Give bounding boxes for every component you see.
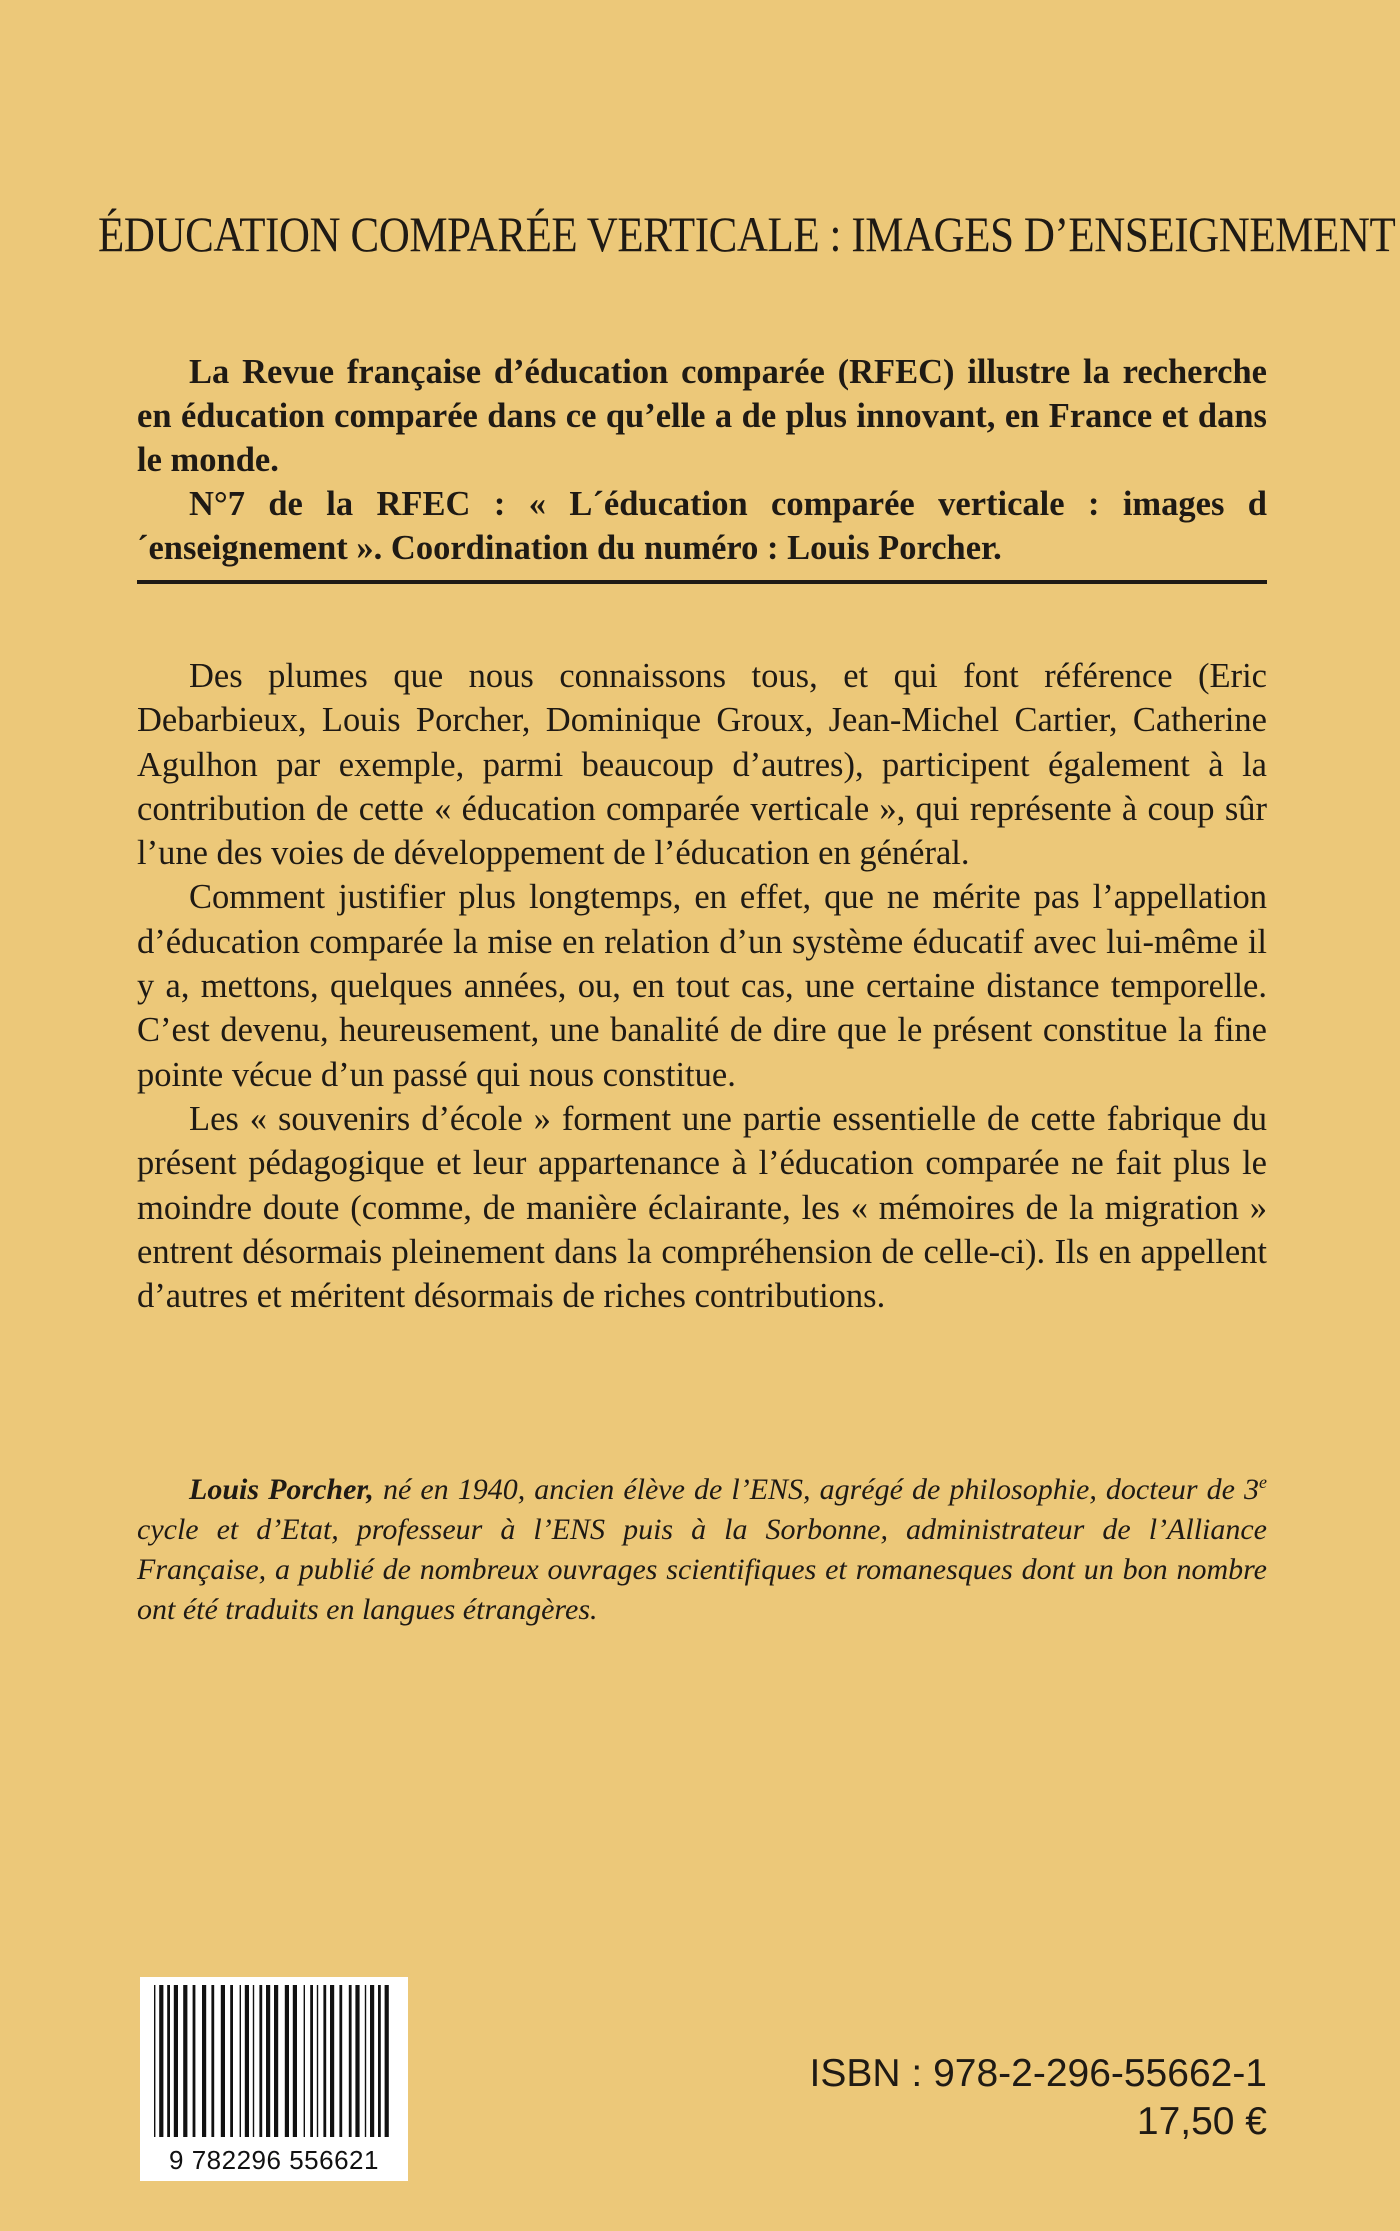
barcode-bar bbox=[274, 1985, 278, 2137]
barcode-bar bbox=[293, 1985, 297, 2137]
barcode-bar bbox=[378, 1985, 381, 2137]
description-paragraph-2: Comment justifier plus longtemps, en effet, que ne mérite pas l’appellation d’éducation comparée la mise en relation d’un système éducatif avec lui-même il y a, mettons, quelques années, ou, en tout cas, une certaine distance temporelle. C’est devenu, heureusement, une banalité de dire que le présent constitue la fine pointe vécue d’un passé qui nous constitue. bbox=[137, 878, 1267, 1094]
description-paragraph-1: Des plumes que nous connaissons tous, et qui font référence (Eric Debarbieux, Louis Porcher, Dominique Groux, Jean-Michel Cartier, Catherine Agulhon par exemple, parmi beaucoup d’autres), participent également à la contribution de cette « éducation comparée verticale », qui représente à coup sûr l’une des voies de développement de l’éducation en général. bbox=[137, 657, 1267, 873]
barcode-bar bbox=[349, 1985, 352, 2137]
barcode-bar bbox=[330, 1985, 334, 2137]
barcode-bar bbox=[221, 1985, 225, 2137]
intro-paragraph-2: N°7 de la RFEC : « L´éducation comparée verticale : images d´enseignement ». Coordination du numéro : Louis Porcher. bbox=[137, 485, 1267, 567]
barcode-digits: 9 782296 556621 bbox=[169, 2145, 379, 2175]
description-block bbox=[137, 654, 1267, 1318]
barcode-bar bbox=[266, 1985, 270, 2137]
barcode-bars bbox=[140, 1977, 408, 2147]
barcode-bar bbox=[355, 1985, 359, 2137]
author-bio-paragraph bbox=[137, 1470, 1267, 1630]
barcode-bar bbox=[174, 1985, 178, 2137]
barcode-bar bbox=[259, 1985, 262, 2137]
intro-paragraph-1: La Revue française d’éducation comparée (RFEC) illustre la recherche en éducation comparée dans ce qu’elle a de plus innovant, en France et dans le monde. bbox=[137, 353, 1267, 479]
barcode-bar bbox=[202, 1985, 206, 2137]
barcode-bar bbox=[230, 1985, 233, 2137]
barcode-bar bbox=[365, 1985, 366, 2137]
author-bio bbox=[137, 1470, 1267, 1630]
barcode-bar bbox=[310, 1985, 313, 2137]
barcode-bar bbox=[183, 1985, 187, 2137]
barcode-bar bbox=[193, 1985, 196, 2137]
barcode bbox=[140, 1977, 408, 2181]
barcode-bar bbox=[167, 1985, 170, 2137]
author-bio-text-a: né en 1940, ancien élève de l’ENS, agrégé de philosophie, docteur de 3 bbox=[373, 1473, 1259, 1506]
barcode-bar bbox=[154, 1985, 155, 2137]
barcode-bar bbox=[370, 1985, 374, 2137]
description-paragraph-3: Les « souvenirs d’école » forment une partie essentielle de cette fabrique du présent pédagogique et leur appartenance à l’éducation comparée ne fait plus le moindre doute (comme, de manière éclairante, les « mémoires de la migration » entrent désormais pleinement dans la compréhension de celle-ci). Ils en appellent d’autres et méritent désormais de riches contributions. bbox=[137, 1099, 1267, 1316]
barcode-bar bbox=[285, 1985, 289, 2137]
barcode-bar bbox=[253, 1985, 254, 2137]
author-bio-superscript: e bbox=[1259, 1472, 1267, 1492]
barcode-bar bbox=[159, 1985, 163, 2137]
author-name: Louis Porcher, bbox=[189, 1473, 374, 1506]
barcode-bar bbox=[323, 1985, 326, 2137]
barcode-bar bbox=[339, 1985, 342, 2137]
price-label: 17,50 € bbox=[1136, 2100, 1267, 2143]
barcode-bar bbox=[245, 1985, 249, 2137]
barcode-bar bbox=[385, 1985, 389, 2137]
intro-block bbox=[137, 350, 1267, 570]
isbn-label: ISBN : 978-2-296-55662-1 bbox=[809, 2052, 1267, 2095]
barcode-bar bbox=[240, 1985, 241, 2137]
book-title: ÉDUCATION COMPARÉE VERTICALE : IMAGES D’ENSEIGNEMENT bbox=[98, 206, 1396, 262]
divider-rule bbox=[137, 580, 1267, 584]
barcode-bar bbox=[304, 1985, 305, 2137]
barcode-bar bbox=[211, 1985, 214, 2137]
barcode-bar bbox=[317, 1985, 318, 2137]
author-bio-text-b: cycle et d’Etat, professeur à l’ENS puis à la Sorbonne, administrateur de l’Alliance Française, a publié de nombreux ouvrages scientifiques et romanesques dont un bon nombre ont été traduits en langues étrangères. bbox=[137, 1513, 1267, 1626]
